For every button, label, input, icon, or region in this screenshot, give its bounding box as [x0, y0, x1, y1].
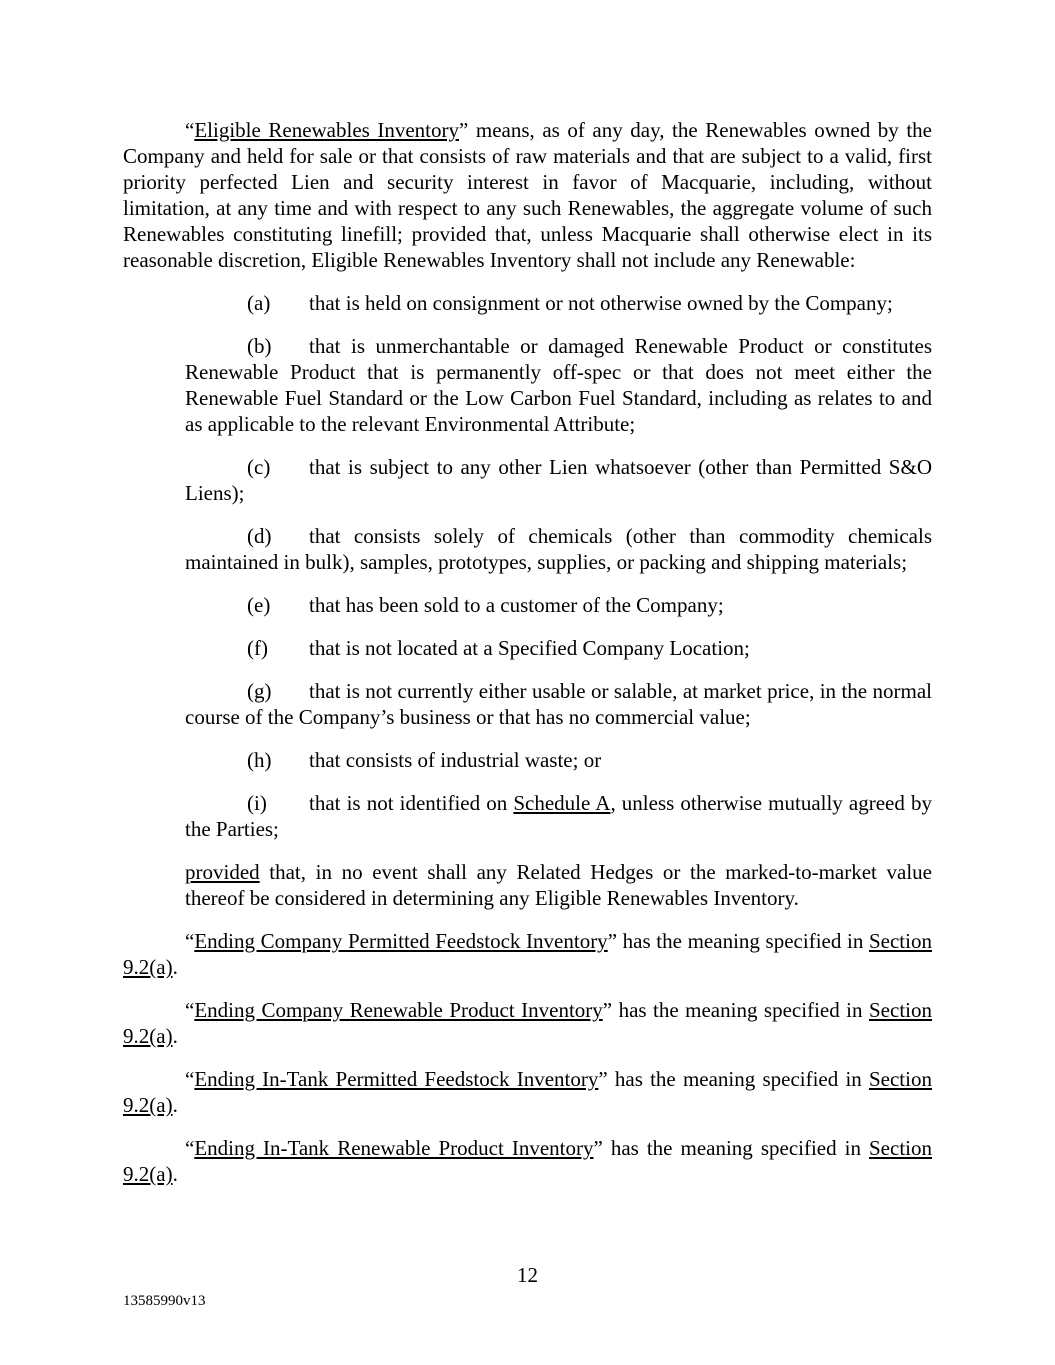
list-item-label: (h) — [247, 748, 272, 772]
text-run: that is not identified on — [309, 791, 514, 815]
list-item-label: (f) — [247, 636, 268, 660]
text-run: . — [172, 1162, 178, 1186]
text-run: . — [172, 955, 178, 979]
page-number: 12 — [517, 1263, 538, 1287]
list-item-label: (b) — [247, 334, 272, 358]
list-item-label: (g) — [247, 679, 272, 703]
text-run: ” has the meaning specified in — [607, 929, 869, 953]
paragraph — [185, 859, 932, 911]
underlined-term: Section 9.2(a) — [123, 929, 932, 979]
paragraph — [123, 928, 932, 980]
paragraph — [123, 1135, 932, 1187]
text-run: . — [172, 1024, 178, 1048]
list-item-label: (d) — [247, 524, 272, 548]
document-content — [123, 117, 932, 1204]
text-run: that has been sold to a customer of the Company; — [309, 593, 724, 617]
paragraph — [123, 1066, 932, 1118]
underlined-term: Section 9.2(a) — [123, 1067, 932, 1117]
list-item — [185, 333, 932, 437]
underlined-term: Schedule A — [513, 791, 611, 815]
text-run: “ — [185, 1067, 195, 1091]
text-run: “ — [185, 998, 195, 1022]
text-run: that is held on consignment or not otherwise owned by the Company; — [309, 291, 893, 315]
underlined-term: Ending In-Tank Renewable Product Inventory — [194, 1136, 594, 1160]
text-run: that consists of industrial waste; or — [309, 748, 602, 772]
document-id-footer: 13585990v13 — [123, 1293, 206, 1309]
underlined-term: Section 9.2(a) — [123, 998, 932, 1048]
list-item — [185, 592, 932, 618]
list-item — [185, 790, 932, 842]
text-run: ” means, as of any day, the Renewables owned by the Company and held for sale or that consists of raw materials and that are subject to a valid, first priority perfected Lien and security interest in favor of Macquarie, including, without limitation, at any time and with respect to any such Renewables, the aggregate volume of such Renewables constituting linefill; provided that, unless Macquarie shall otherwise elect in its reasonable discretion, Eligible Renewables Inventory shall not include any Renewable: — [123, 118, 932, 272]
text-run: that consists solely of chemicals (other than commodity chemicals maintained in bulk), samples, prototypes, supplies, or packing and shipping materials; — [185, 524, 932, 574]
list-item — [185, 523, 932, 575]
text-run: ” has the meaning specified in — [593, 1136, 869, 1160]
text-run: ” has the meaning specified in — [598, 1067, 869, 1091]
list-item — [185, 454, 932, 506]
list-item-label: (e) — [247, 593, 271, 617]
paragraph — [123, 117, 932, 273]
text-run: that is unmerchantable or damaged Renewable Product or constitutes Renewable Product that is permanently off-spec or that does not meet either the Renewable Fuel Standard or the Low Carbon Fuel Standard, including as relates to and as applicable to the relevant Environmental Attribute; — [185, 334, 932, 436]
list-item — [185, 678, 932, 730]
text-run: “ — [185, 118, 195, 142]
text-run: that, in no event shall any Related Hedges or the marked-to-market value thereof be considered in determining any Eligible Renewables Inventory. — [185, 860, 932, 910]
list-item — [185, 747, 932, 773]
list-item-label: (i) — [247, 791, 267, 815]
underlined-term: Section 9.2(a) — [123, 1136, 932, 1186]
list-item-label: (a) — [247, 291, 271, 315]
list-item-label: (c) — [247, 455, 271, 479]
underlined-term: Ending In-Tank Permitted Feedstock Inventory — [194, 1067, 599, 1091]
underlined-term: Ending Company Renewable Product Inventory — [194, 998, 603, 1022]
text-run: that is not located at a Specified Company Location; — [309, 636, 750, 660]
text-run: that is not currently either usable or salable, at market price, in the normal course of the Company’s business or that has no commercial value; — [185, 679, 932, 729]
text-run: ” has the meaning specified in — [602, 998, 869, 1022]
list-item — [185, 635, 932, 661]
text-run: “ — [185, 1136, 195, 1160]
list-item — [185, 290, 932, 316]
text-run: , unless otherwise mutually agreed by the Parties; — [185, 791, 932, 841]
text-run: “ — [185, 929, 195, 953]
text-run: . — [172, 1093, 178, 1117]
paragraph — [123, 997, 932, 1049]
text-run: that is subject to any other Lien whatsoever (other than Permitted S&O Liens); — [185, 455, 932, 505]
underlined-term: provided — [185, 860, 260, 884]
underlined-term: Eligible Renewables Inventory — [194, 118, 460, 142]
underlined-term: Ending Company Permitted Feedstock Inventory — [194, 929, 608, 953]
